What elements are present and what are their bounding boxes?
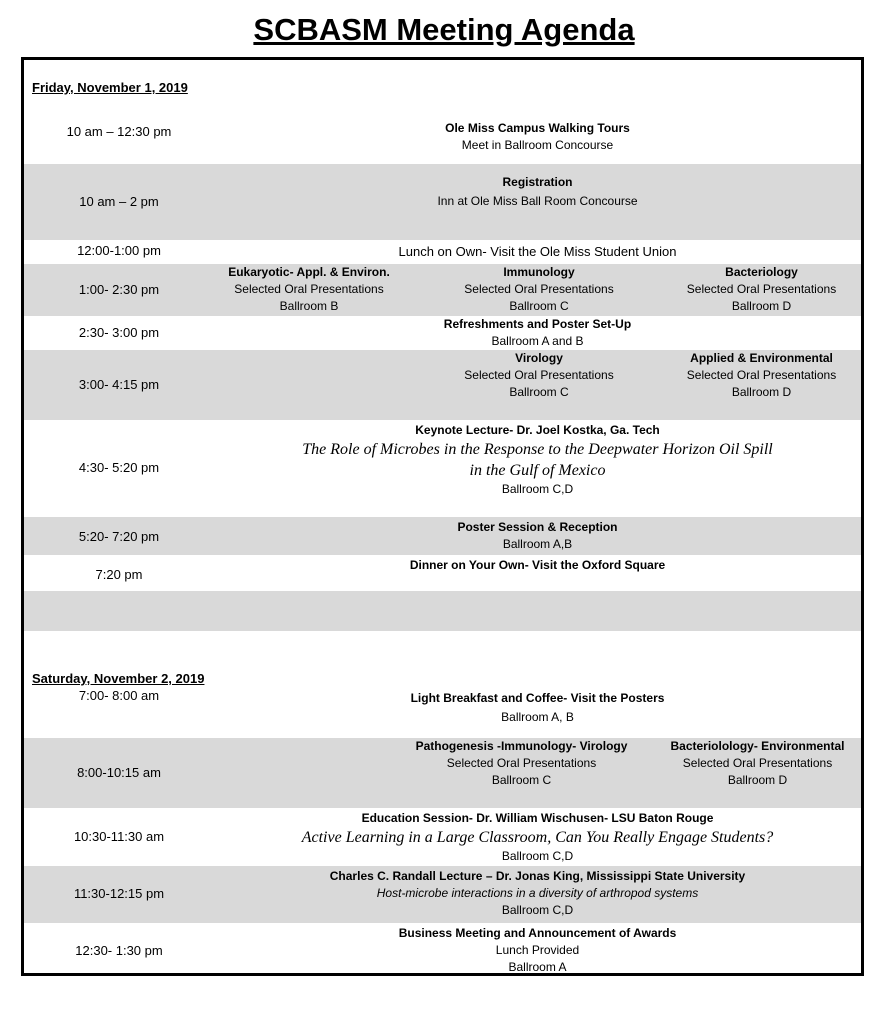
session-title: Education Session- Dr. William Wischusen- LSU Baton Rouge [361,811,714,825]
session-title: Bacteriolology- Environmental [670,739,845,753]
lecture-title: Active Learning in a Large Classroom, Can You Really Engage Students? [301,829,774,846]
session-location: Ballroom C,D [501,849,574,863]
session-type: Selected Oral Presentations [464,368,614,382]
session-type: Selected Oral Presentations [686,368,837,382]
agenda-row [24,686,861,738]
session-title: Keynote Lecture- Dr. Joel Kostka, Ga. Tech [415,423,660,437]
session-cell [214,690,861,726]
session-cell [214,557,861,574]
session-cell-randall [214,868,861,919]
time-label: 10:30-11:30 am [73,829,165,844]
session-cell-bacteriology [664,264,859,315]
agenda-row [24,240,861,264]
session-location: Ballroom C,D [501,903,574,917]
spacer-row [24,591,861,631]
session-title: Refreshments and Poster Set-Up [443,317,632,331]
session-cell-applied [664,350,859,401]
session-cell [214,925,861,976]
session-location: Ballroom C [509,299,569,313]
session-location: Ballroom C,D [501,482,574,496]
session-cell-education [214,810,861,865]
time-label: 1:00- 2:30 pm [78,282,160,297]
agenda-table [21,57,864,976]
session-title: Ole Miss Campus Walking Tours [445,121,630,135]
session-location: Ballroom D [731,385,792,399]
session-cell [214,316,861,350]
time-label: 3:00- 4:15 pm [78,377,160,392]
time-label: 4:30- 5:20 pm [78,460,160,475]
time-label: 7:20 pm [95,567,143,582]
session-type: Selected Oral Presentations [686,282,837,296]
session-location: Ballroom A [508,960,567,974]
agenda-row [24,923,861,976]
agenda-row [24,164,861,240]
time-label: 8:00-10:15 am [77,765,161,780]
session-location: Ballroom C [509,385,569,399]
session-title: Business Meeting and Announcement of Awards [398,926,677,940]
time-label: 11:30-12:15 pm [73,886,165,901]
agenda-row [24,866,861,923]
session-location: Ballroom D [731,299,792,313]
agenda-row [24,420,861,517]
session-title: Light Breakfast and Coffee- Visit the Posters [410,691,665,705]
session-location: Ballroom D [727,773,788,787]
lecture-title: The Role of Microbes in the Response to the Deepwater Horizon Oil Spill [302,441,773,458]
session-cell-pathogenesis [399,738,644,789]
agenda-row [24,100,861,164]
session-title: Eukaryotic- Appl. & Environ. [228,265,390,279]
session-cell-keynote [214,422,861,498]
page-title: SCBASM Meeting Agenda [253,12,635,47]
lecture-title-cont: in the Gulf of Mexico [469,462,606,479]
time-label: 2:30- 3:00 pm [78,325,160,340]
session-cell [214,120,861,154]
session-title: Applied & Environmental [690,351,833,365]
time-label: 12:30- 1:30 pm [75,943,163,958]
time-label: 10 am – 12:30 pm [66,124,172,139]
session-title: Immunology [503,265,575,279]
session-location: Ballroom B [279,299,339,313]
session-location: Ballroom A and B [491,334,584,348]
session-type: Selected Oral Presentations [682,756,833,770]
time-label: 5:20- 7:20 pm [78,529,160,544]
session-title: Registration [502,175,573,189]
session-cell-eukaryotic [204,264,414,315]
session-cell [214,519,861,553]
session-title: Bacteriology [725,265,798,279]
time-label: 12:00-1:00 pm [77,243,161,258]
agenda-row [24,517,861,555]
session-title: Pathogenesis -Immunology- Virology [415,739,628,753]
session-cell-bacteriology [654,738,861,789]
saturday-heading: Saturday, November 2, 2019 [32,671,205,686]
agenda-row [24,555,861,591]
session-location: Meet in Ballroom Concourse [461,138,614,152]
friday-heading: Friday, November 1, 2019 [32,80,188,95]
agenda-row [24,808,861,866]
session-cell-immunology [439,264,639,315]
session-detail: Lunch Provided [495,943,580,957]
session-title: Virology [515,351,563,365]
session-title: Charles C. Randall Lecture – Dr. Jonas King, Mississippi State University [329,869,746,883]
session-location: Ballroom C [491,773,552,787]
time-label: 10 am – 2 pm [79,194,159,209]
time-label: 7:00- 8:00 am [78,688,160,703]
session-type: Selected Oral Presentations [464,282,614,296]
session-title: Dinner on Your Own- Visit the Oxford Square [409,558,666,572]
agenda-row [24,350,861,420]
lecture-title: Host-microbe interactions in a diversity of arthropod systems [376,886,699,900]
session-location: Ballroom A, B [501,710,574,724]
session-location: Ballroom A,B [502,537,573,551]
session-cell-virology [439,350,639,401]
session-text: Lunch on Own- Visit the Ole Miss Student Union [398,244,677,259]
session-title: Poster Session & Reception [457,520,618,534]
session-type: Selected Oral Presentations [446,756,597,770]
agenda-row [24,316,861,350]
agenda-row [24,264,861,316]
session-location: Inn at Ole Miss Ball Room Concourse [437,194,638,208]
session-cell [214,174,861,210]
agenda-row [24,738,861,808]
session-type: Selected Oral Presentations [234,282,384,296]
